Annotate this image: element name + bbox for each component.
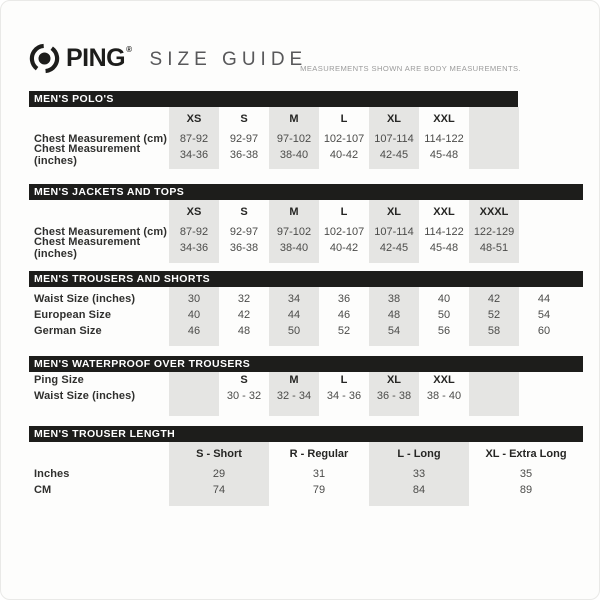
section-mens-trousers-and-shorts [29, 271, 583, 346]
size-value-cell: 84 [412, 484, 426, 496]
brand-header [29, 41, 307, 75]
header-row [29, 107, 583, 131]
size-value-cell: 92-97 [229, 226, 259, 238]
ping-logo-icon [29, 43, 60, 74]
empty-cell [469, 388, 519, 404]
size-value-cell: 52 [487, 309, 501, 321]
size-value-cell: XXL [433, 206, 455, 218]
size-value-cell: XL [386, 113, 402, 125]
row-label: Waist Size (inches) [34, 293, 136, 305]
row-label: CM [34, 484, 52, 496]
header-row [29, 442, 583, 466]
row-label: Chest Measurement (cm) [34, 133, 168, 145]
section-mens-waterproof-over-trousers [29, 356, 583, 416]
size-value-cell: 114-122 [424, 133, 464, 145]
size-value-cell: 46 [337, 309, 351, 321]
size-value-cell: 107-114 [374, 226, 414, 238]
table-row [29, 466, 583, 482]
row-label: Ping Size [34, 374, 84, 386]
size-value-cell: 52 [337, 325, 351, 337]
size-value-cell: 42 [487, 293, 501, 305]
empty-cell [519, 388, 569, 404]
size-value-cell: 36 [337, 293, 351, 305]
size-value-cell: 40 [437, 293, 451, 305]
size-value-cell: XXL [433, 113, 455, 125]
size-value-cell: 42-45 [379, 242, 409, 254]
empty-cell [169, 372, 219, 388]
size-value-cell: 48 [387, 309, 401, 321]
row-label: European Size [34, 309, 112, 321]
size-value-cell: 44 [537, 293, 551, 305]
table-row [29, 291, 583, 307]
section-table [29, 200, 583, 263]
row-label: Chest Measurement (cm) [34, 226, 168, 238]
size-value-cell: 36-38 [229, 149, 259, 161]
size-value-cell: 46 [187, 325, 201, 337]
empty-cell [469, 131, 519, 147]
size-value-cell: 34 - 36 [326, 390, 362, 402]
section-header-bar: MEN'S JACKETS AND TOPS [29, 184, 583, 200]
size-value-cell: 48 [237, 325, 251, 337]
size-value-cell: 42-45 [379, 149, 409, 161]
size-value-cell: S [240, 113, 248, 125]
size-value-cell: XL [386, 374, 402, 386]
size-value-cell: 58 [487, 325, 501, 337]
row-label [29, 107, 169, 131]
size-value-cell: 54 [537, 309, 551, 321]
row-label: Chest Measurement (inches) [34, 143, 141, 167]
empty-cell [469, 107, 519, 131]
size-value-cell: 102-107 [323, 133, 365, 145]
size-value-cell: 40 [187, 309, 201, 321]
size-value-cell: 38 [387, 293, 401, 305]
section-mens-polos [29, 91, 583, 169]
size-value-cell: R - Regular [289, 448, 349, 460]
size-value-cell: 54 [387, 325, 401, 337]
size-value-cell: 107-114 [374, 133, 414, 145]
row-label [29, 442, 169, 466]
size-value-cell: 29 [212, 468, 226, 480]
size-value-cell: L [340, 374, 348, 386]
size-value-cell: 34-36 [179, 149, 209, 161]
size-value-cell: 32 [237, 293, 251, 305]
table-row [29, 143, 583, 167]
header-row [29, 200, 583, 224]
row-label [29, 200, 169, 224]
size-value-cell: 38 - 40 [426, 390, 462, 402]
size-value-cell: S [240, 206, 248, 218]
size-value-cell: 32 - 34 [276, 390, 312, 402]
size-value-cell: 34-36 [179, 242, 209, 254]
table-row [29, 323, 583, 339]
row-label: German Size [34, 325, 102, 337]
size-value-cell: M [289, 113, 299, 125]
size-value-cell: 60 [537, 325, 551, 337]
size-value-cell: 92-97 [229, 133, 259, 145]
registered-mark: ® [126, 44, 132, 54]
section-table [29, 287, 583, 346]
row-label: Waist Size (inches) [34, 390, 136, 402]
size-value-cell: 31 [312, 468, 326, 480]
size-value-cell: 102-107 [323, 226, 365, 238]
table-row [29, 236, 583, 260]
section-header-bar: MEN'S TROUSER LENGTH [29, 426, 583, 442]
empty-cell [469, 372, 519, 388]
section-mens-jackets-and-tops [29, 184, 583, 263]
size-value-cell: 30 - 32 [226, 390, 262, 402]
size-value-cell: 38-40 [279, 242, 309, 254]
size-value-cell: 122-129 [473, 226, 515, 238]
size-value-cell: 38-40 [279, 149, 309, 161]
size-value-cell: XXL [433, 374, 455, 386]
size-value-cell: S [240, 374, 248, 386]
size-value-cell: 40-42 [329, 149, 359, 161]
size-value-cell: 74 [212, 484, 226, 496]
brand-wordmark [66, 43, 132, 72]
size-value-cell: 45-48 [429, 149, 459, 161]
size-value-cell: 50 [287, 325, 301, 337]
size-value-cell: 30 [187, 293, 201, 305]
size-value-cell: 36-38 [229, 242, 259, 254]
size-value-cell: M [289, 374, 299, 386]
size-value-cell: XS [186, 113, 202, 125]
size-value-cell: 34 [287, 293, 301, 305]
section-table [29, 442, 583, 506]
page-title: SIZE GUIDE [149, 48, 308, 70]
brand-name: PING [66, 43, 126, 72]
size-value-cell: 40-42 [329, 242, 359, 254]
row-label: Chest Measurement (inches) [34, 236, 141, 260]
size-value-cell: 50 [437, 309, 451, 321]
size-value-cell: L - Long [397, 448, 441, 460]
size-value-cell: 87-92 [179, 133, 209, 145]
empty-cell [169, 388, 219, 404]
size-value-cell: M [289, 206, 299, 218]
empty-cell [469, 147, 519, 163]
size-value-cell: 35 [519, 468, 533, 480]
table-row [29, 388, 583, 404]
size-value-cell: XL - Extra Long [485, 448, 567, 460]
size-value-cell: 36 - 38 [376, 390, 412, 402]
size-value-cell: 44 [287, 309, 301, 321]
section-header-bar: MEN'S WATERPROOF OVER TROUSERS [29, 356, 583, 372]
size-value-cell: XXXL [479, 206, 509, 218]
size-value-cell: 42 [237, 309, 251, 321]
size-value-cell: S - Short [196, 448, 242, 460]
section-header-bar: MEN'S TROUSERS AND SHORTS [29, 271, 583, 287]
empty-cell [519, 372, 569, 388]
row-label: Inches [34, 468, 70, 480]
section-header-bar: MEN'S POLO'S [29, 91, 518, 107]
size-value-cell: 45-48 [429, 242, 459, 254]
size-value-cell: XL [386, 206, 402, 218]
size-value-cell: 114-122 [424, 226, 464, 238]
size-value-cell: 33 [412, 468, 426, 480]
size-value-cell: 89 [519, 484, 533, 496]
measurements-note: MEASUREMENTS SHOWN ARE BODY MEASUREMENTS. [300, 64, 521, 73]
size-value-cell: L [340, 113, 348, 125]
size-value-cell: 87-92 [179, 226, 209, 238]
section-table [29, 107, 583, 169]
size-value-cell: 56 [437, 325, 451, 337]
table-row [29, 372, 583, 388]
table-row [29, 482, 583, 498]
size-value-cell: 97-102 [276, 226, 312, 238]
size-value-cell: L [340, 206, 348, 218]
size-value-cell: XS [186, 206, 202, 218]
size-value-cell: 79 [312, 484, 326, 496]
section-table [29, 372, 583, 416]
table-row [29, 307, 583, 323]
size-value-cell: 48-51 [479, 242, 509, 254]
section-mens-trouser-length [29, 426, 583, 506]
size-value-cell: 97-102 [276, 133, 312, 145]
